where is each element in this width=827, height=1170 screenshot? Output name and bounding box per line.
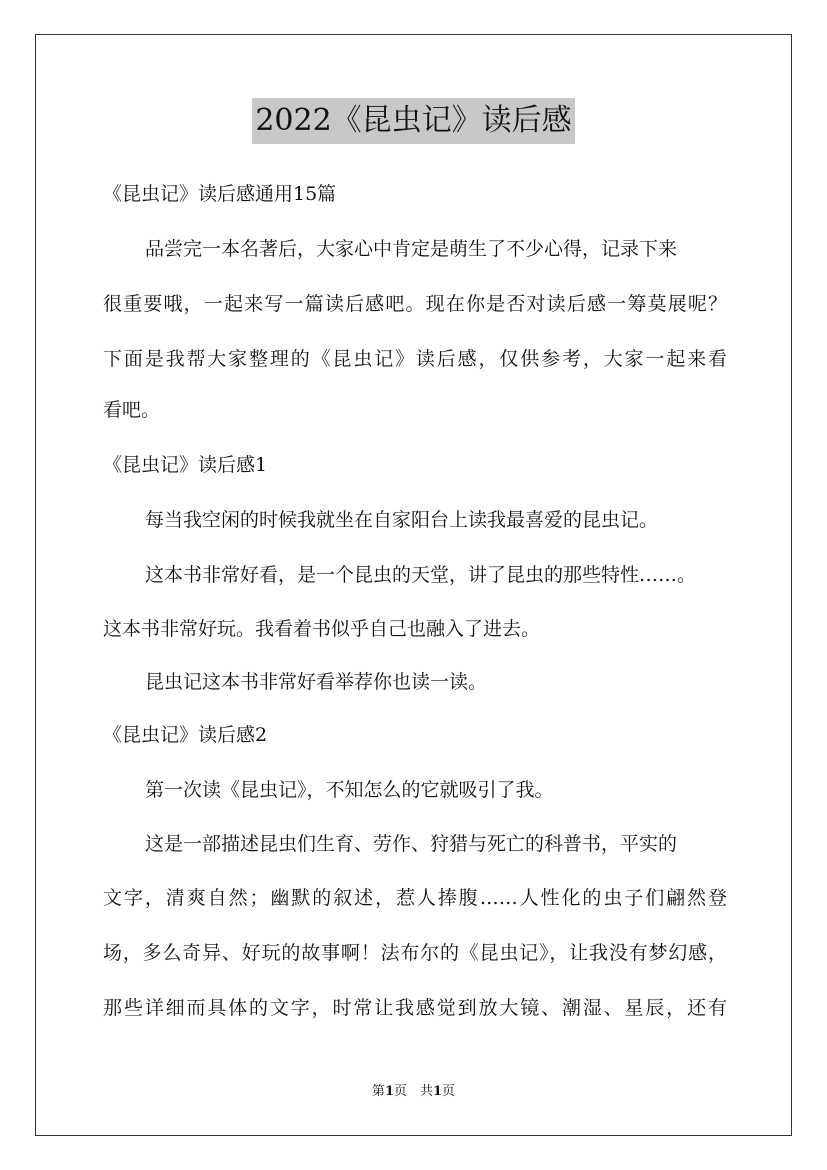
paragraph-line: 那些详细而具体的文字，时常让我感觉到放大镜、潮湿、星辰，还有 [103, 997, 727, 1019]
page-footer [0, 1084, 827, 1100]
paragraph-line: 品尝完一本名著后，大家心中肯定是萌生了不少心得，记录下来 [145, 238, 678, 260]
paragraph-line: 很重要哦，一起来写一篇读后感吧。现在你是否对读后感一筹莫展呢？ [103, 293, 727, 315]
paragraph-line: 这本书非常好玩。我看着书似乎自己也融入了进去。 [103, 618, 541, 640]
section-heading: 《昆虫记》读后感2 [103, 724, 268, 746]
paragraph-line: 看吧。 [103, 399, 161, 421]
subtitle: 《昆虫记》读后感通用15篇 [103, 183, 337, 205]
paragraph-line: 第一次读《昆虫记》，不知怎么的它就吸引了我。 [145, 779, 554, 801]
footer-page-current: 1 [384, 1084, 394, 1099]
paragraph-line: 下面是我帮大家整理的《昆虫记》读后感，仅供参考，大家一起来看 [103, 348, 727, 370]
section-heading: 《昆虫记》读后感1 [103, 454, 268, 476]
footer-page-total: 1 [433, 1084, 443, 1099]
paragraph-line: 每当我空闲的时候我就坐在自家阳台上读我最喜爱的昆虫记。 [145, 509, 659, 531]
footer-prefix: 第 [371, 1084, 385, 1099]
paragraph-line: 文字，清爽自然；幽默的叙述，惹人捧腹……人性化的虫子们翩然登 [103, 887, 727, 909]
footer-suffix: 页 [442, 1084, 456, 1099]
paragraph-line: 昆虫记这本书非常好看举荐你也读一读。 [145, 671, 488, 693]
footer-mid: 页 共 [393, 1084, 433, 1099]
title-container [0, 98, 827, 144]
document-title: 2022《昆虫记》读后感 [252, 98, 574, 144]
paragraph-line: 这本书非常好看，是一个昆虫的天堂，讲了昆虫的那些特性……。 [145, 564, 697, 586]
paragraph-line: 这是一部描述昆虫们生育、劳作、狩猎与死亡的科普书，平实的 [145, 833, 678, 855]
paragraph-line: 场，多么奇异、好玩的故事啊！法布尔的《昆虫记》，让我没有梦幻感， [103, 942, 727, 964]
